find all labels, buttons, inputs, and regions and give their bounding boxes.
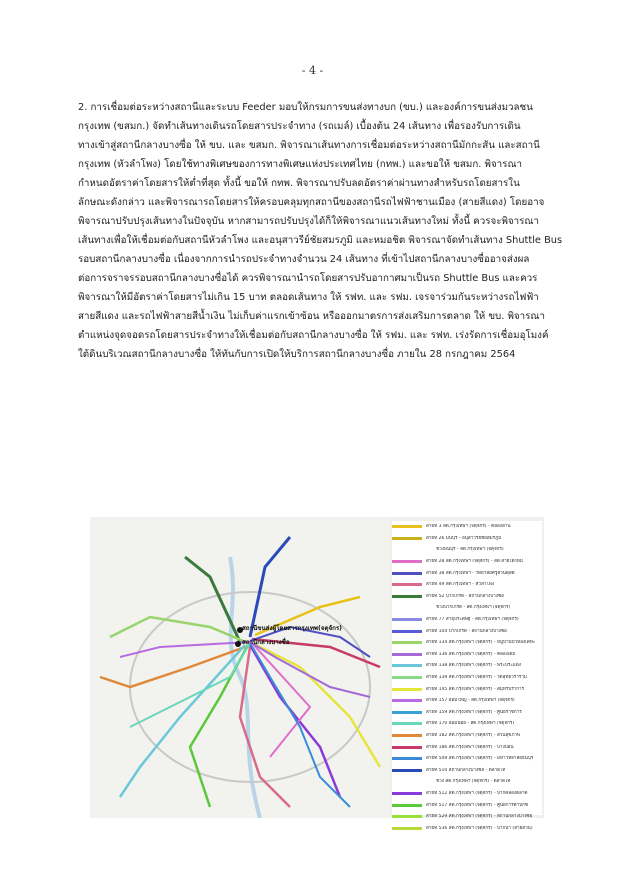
legend-item (392, 521, 542, 533)
legend-item (392, 764, 542, 776)
legend-label: ช่วงปากเกร็ด - สต.กรุงเทพฯ (จตุจักร) (436, 605, 511, 611)
paragraph-line: ลักษณะดังกล่าว และพิจารณารถโดยสารให้ครอบคลุมทุกสถานีของสถานีรถไฟฟ้าชานเมือง (สายสีแดง) โดยอาจ (78, 197, 545, 208)
legend-swatch (392, 769, 422, 772)
legend-item (392, 544, 542, 556)
legend-swatch (392, 572, 422, 575)
legend-swatch (392, 711, 422, 714)
map-legend (392, 521, 542, 831)
legend-label: สายที่ 26 มีนบุรี - อนุสาวรีย์ชัยสมรภูมิ (426, 535, 502, 541)
legend-label: สายที่ 529 สต.กรุงเทพฯ (จตุจักร) - สถานีกลางบางซื่อ (426, 814, 533, 820)
legend-swatch (392, 618, 422, 621)
legend-swatch (392, 630, 422, 633)
paragraph-line: ทางเข้าสู่สถานีกลางบางซื่อ ให้ ขบ. และ ขสมก. พิจารณาเส้นทางการเชื่อมต่อระหว่างสถานีมักกะสัน และสถานี (78, 140, 540, 151)
legend-label: สายที่ 509 สต.กรุงเทพฯ (จตุจักร) - มหาวิทยาลัยธนบุรี (426, 756, 534, 762)
legend-swatch (392, 606, 422, 609)
legend-label: สายที่ 145 สต.กรุงเทพฯ (จตุจักร) - สมุทรปราการ (426, 686, 525, 692)
legend-label: สายที่ 170 อ้อมน้อย - สต.กรุงเทพฯ (จตุจักร) (426, 721, 515, 727)
legend-swatch (392, 699, 422, 702)
paragraph-line: ตำแหน่งจุดจอดรถโดยสารประจำทางให้เชื่อมต่อกับสถานีกลางบางซื่อ ให้ รฟม. และ รฟท. เร่งรัดการเชื่อมอุโมงค์ (78, 330, 549, 341)
body-paragraph (78, 98, 566, 364)
legend-item (392, 776, 542, 788)
legend-label: สายที่ 77 สาธุประดิษฐ์ - สต.กรุงเทพฯ (จตุจักร) (426, 617, 519, 623)
paragraph-line: พิจารณาปรับปรุงเส้นทางในปัจจุบัน หากสามารถปรับปรุงได้ก็ให้พิจารณาแนวเส้นทางใหม่ ทั้งนี้ ควรจะพิจารณา (78, 216, 540, 227)
legend-label: สายที่ 536 สต.กรุงเทพฯ (จตุจักร) - ปากน้ำ (สายส่วน) (426, 825, 533, 831)
legend-label: สายที่ 139 สต.กรุงเทพฯ (จตุจักร) - วัดสุทธิวราราม (426, 675, 527, 681)
legend-swatch (392, 688, 422, 691)
legend-swatch (392, 525, 422, 528)
legend-item (392, 707, 542, 719)
legend-swatch (392, 804, 422, 807)
legend-item (392, 811, 542, 823)
legend-swatch (392, 792, 422, 795)
legend-label: สายที่ 186 สต.กรุงเทพฯ (จตุจักร) - บางบอน (426, 744, 514, 750)
legend-item (392, 625, 542, 637)
legend-item (392, 660, 542, 672)
legend-item (392, 614, 542, 626)
terminal-label: สถานีขนส่งผู้โดยสารกรุงเทพ(จตุจักร) (242, 625, 343, 632)
legend-label: สายที่ 52 ปากเกร็ด - สถานีกลางบางซื่อ (426, 593, 504, 599)
legend-item (392, 718, 542, 730)
legend-item (392, 741, 542, 753)
legend-swatch (392, 537, 422, 540)
legend-swatch (392, 653, 422, 656)
legend-label: สายที่ 3 สต.กรุงเทพฯ (จตุจักร) - คลองสาน (426, 524, 511, 530)
legend-label: สายที่ 138 สต.กรุงเทพฯ (จตุจักร) - พระประแดง (426, 663, 521, 669)
paragraph-line: สายสีแดง และรถไฟฟ้าสายสีน้ำเงิน ไม่เก็บค่าแรกเข้าซ้อน หรือออกมาตรการส่งเสริมการตลาด ให้ ขบ. พิจารณา (78, 311, 546, 322)
paragraph-line: เส้นทางเพื่อให้เชื่อมต่อกับสถานีหัวลำโพง และอนุสาวรีย์ชัยสมรภูมิ และหมอชิต พิจารณาจัดทำเส้นทาง Shuttle Bus (78, 235, 563, 246)
paragraph-line: 2. การเชื่อมต่อระหว่างสถานีและระบบ Feeder มอบให้กรมการขนส่งทางบก (ขบ.) และองค์การขนส่งมวลชน (78, 102, 533, 113)
legend-item (392, 602, 542, 614)
legend-item (392, 695, 542, 707)
legend-item (392, 567, 542, 579)
legend-swatch (392, 560, 422, 563)
legend-swatch (392, 664, 422, 667)
legend-item (392, 788, 542, 800)
legend-label: สายที่ 28 สต.กรุงเทพฯ (จตุจักร) - สต.สายใต้ใหม่ (426, 559, 523, 565)
paragraph-line: พิจารณาให้มีอัตราค่าโดยสารไม่เกิน 15 บาท ตลอดเส้นทาง ให้ รฟท. และ รฟม. เจรจาร่วมกันระหว่างรถไฟฟ้า (78, 292, 539, 303)
paragraph-line: ใต้ดินบริเวณสถานีกลางบางซื่อ ให้ทันกับการเปิดให้บริการสถานีกลางบางซื่อ ภายใน 28 กรกฎาคม 2564 (78, 349, 516, 360)
legend-item (392, 533, 542, 545)
paragraph-line: กรุงเทพ (หัวลำโพง) โดยใช้ทางพิเศษของการทางพิเศษแห่งประเทศไทย (กทพ.) และขอให้ ขสมก. พิจารณา (78, 159, 523, 170)
legend-item (392, 799, 542, 811)
legend-swatch (392, 746, 422, 749)
legend-swatch (392, 676, 422, 679)
legend-label: สายที่ 182 สต.กรุงเทพฯ (จตุจักร) - สวนสุขภาพ (426, 732, 521, 738)
legend-swatch (392, 827, 422, 830)
legend-item (392, 730, 542, 742)
legend-item (392, 649, 542, 661)
legend-label: สายที่ 136 สต.กรุงเทพฯ (จตุจักร) - คลองเตย (426, 651, 516, 657)
legend-item (392, 672, 542, 684)
paragraph-line: กำหนดอัตราค่าโดยสารให้ต่ำที่สุด ทั้งนี้ ขอให้ กทพ. พิจารณาปรับลดอัตราค่าผ่านทางสำหรับรถโดยสารใน (78, 178, 520, 189)
legend-swatch (392, 641, 422, 644)
legend-item (392, 683, 542, 695)
legend-label: สายที่ 512 สต.กรุงเทพฯ (จตุจักร) - ปากคลองตลาด (426, 790, 528, 796)
paragraph-line: รอบสถานีกลางบางซื่อ เนื่องจากการนำรถประจำทางจำนวน 24 เส้นทาง ที่เข้าไปสถานีกลางบางซื่ออาจส่งผล (78, 254, 530, 265)
legend-label: สายที่ 517 สต.กรุงเทพฯ (จตุจักร) - ศูนย์การค้าบิ๊กซี (426, 802, 529, 808)
legend-label: สายที่ 49 สต.กรุงเทพฯ - หัวลำโพง (426, 582, 495, 588)
page-number: - 4 - (301, 64, 324, 77)
legend-label: สายที่ 159 สต.กรุงเทพฯ (จตุจักร) - ศูนย์ราชการ (426, 709, 522, 715)
station-label: สถานีกลางบางซื่อ (242, 639, 290, 646)
legend-label: สายที่ 510 สถานีกลางบางซื่อ - ตลาดไท (426, 767, 506, 773)
legend-item (392, 591, 542, 603)
legend-label: สายที่ 38 สต.กรุงเทพฯ - วิทยาลัยครูสวนดุสิต (426, 570, 515, 576)
legend-swatch (392, 734, 422, 737)
station-marker (235, 641, 241, 647)
legend-swatch (392, 722, 422, 725)
legend-swatch (392, 583, 422, 586)
legend-swatch (392, 595, 422, 598)
legend-swatch (392, 548, 422, 551)
legend-item (392, 753, 542, 765)
legend-item (392, 822, 542, 834)
legend-label: ช่วงมีนบุรี - สต.กรุงเทพฯ (จตุจักร) (436, 547, 504, 553)
legend-swatch (392, 780, 422, 783)
legend-swatch (392, 815, 422, 818)
paragraph-line: กรุงเทพ (ขสมก.) จัดทำเส้นทางเดินรถโดยสารประจำทาง (รถเมล์) เบื้องต้น 24 เส้นทาง เพื่อรองรับการเดิน (78, 121, 521, 132)
legend-item (392, 637, 542, 649)
legend-item (392, 556, 542, 568)
legend-swatch (392, 757, 422, 760)
legend-label: สายที่ 157 อ้อมใหญ่ - สต.กรุงเทพฯ (จตุจักร) (426, 698, 515, 704)
legend-label: ช่วง สต.กรุงเทพฯ (จตุจักร) - ตลาดไท (436, 779, 511, 785)
legend-item (392, 579, 542, 591)
paragraph-line: ต่อการจราจรรอบสถานีกลางบางซื่อได้ ควรพิจารณานำรถโดยสารปรับอากาศมาเป็นรถ Shuttle Bus และควร (78, 273, 538, 284)
legend-label: สายที่ 134 สต.กรุงเทพฯ (จตุจักร) - หมู่บ้านบัวทองเคหะ (426, 640, 536, 646)
legend-label: สายที่ 104 ปากเกร็ด - สถานีกลางบางซื่อ (426, 628, 507, 634)
